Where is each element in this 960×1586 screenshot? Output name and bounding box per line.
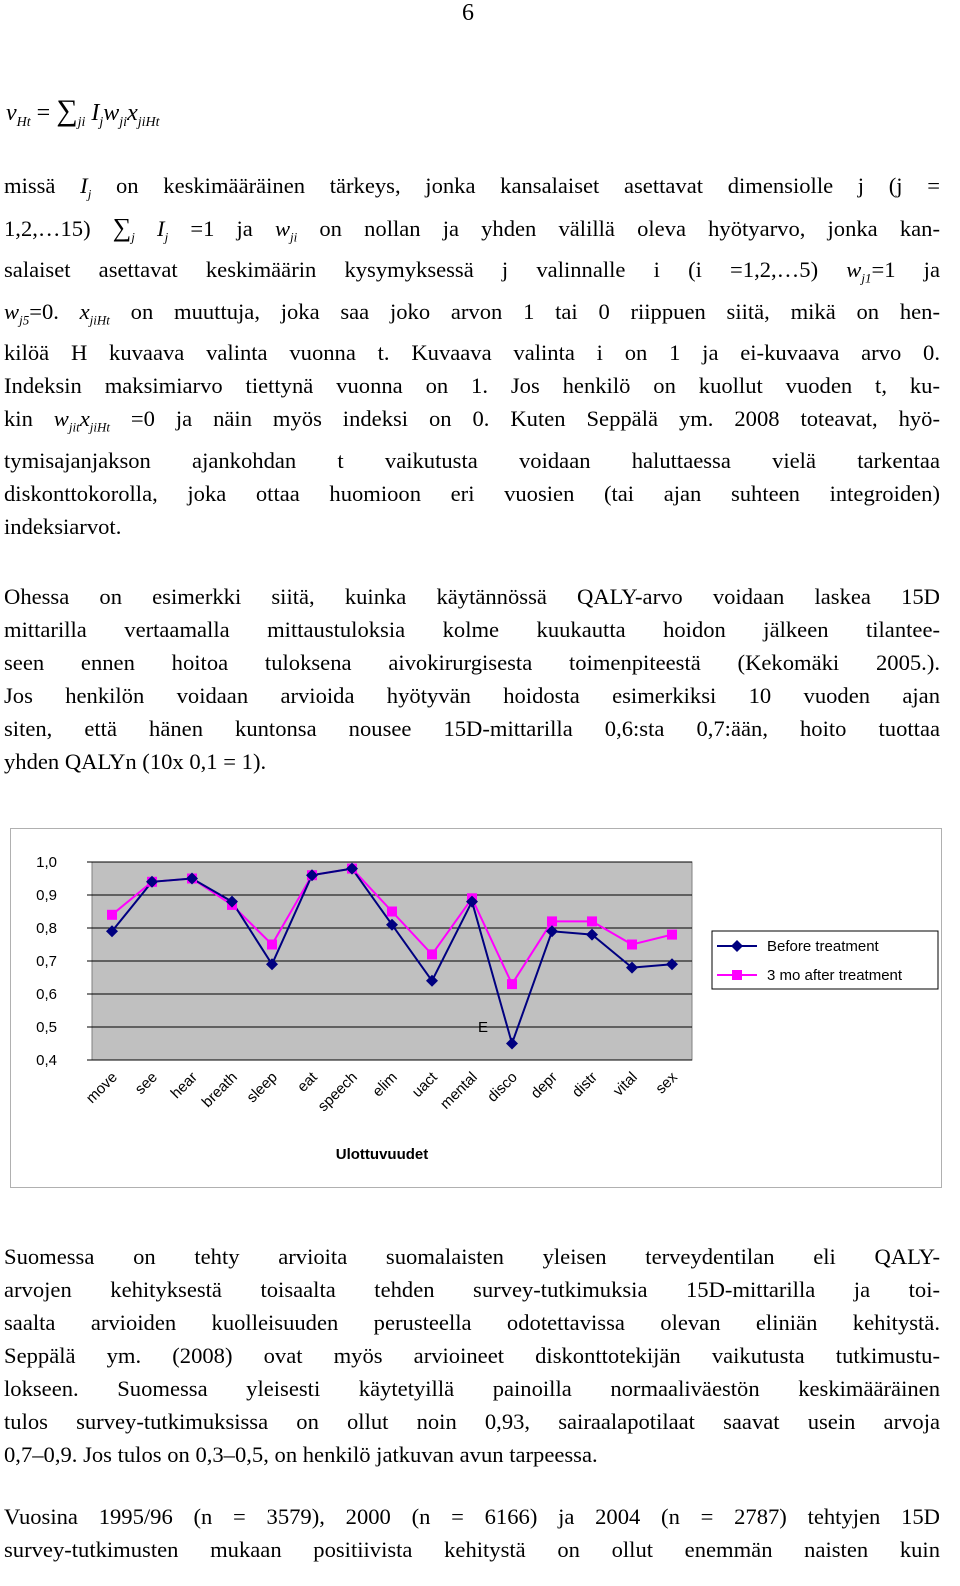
series-point	[667, 930, 677, 940]
formula-term-2: w	[103, 100, 120, 126]
text-line: tulos survey-tutkimuksissa on ollut noin 0,93, sairaalapotilaat saavat usein arvoja	[4, 1409, 940, 1434]
text-line: 1,2,…15) $\sum_j$ $I_j =1$ ja $w_{ji}$ on nollan ja yhden välillä oleva hyötyarvo, jonka kan-	[4, 212, 940, 245]
series-point	[507, 979, 517, 989]
text-line: diskonttokorolla, joka ottaa huomioon eri vuosien (tai ajan suhteen integroiden)	[4, 480, 940, 506]
x-axis-label: Ulottuvuudet	[335, 1146, 429, 1163]
formula-term-1: I	[91, 100, 100, 126]
x-tick-label: disco	[484, 1068, 521, 1106]
text-line: salaiset asettavat keskimäärin kysymyksessä j valinnalle i (i =1,2,…5) $w_{j1}=1$ ja	[4, 257, 940, 286]
paragraph-survey-years	[4, 1500, 940, 1566]
y-tick-label: 0,5	[36, 1019, 57, 1036]
formula-term-2-sub: ji	[119, 114, 128, 130]
text-line: 0,7–0,9. Jos tulos on 0,3–0,5, on henkilö jatkuvan avun tarpeessa.	[4, 1442, 598, 1467]
y-tick-label: 0,4	[36, 1052, 57, 1069]
legend-label: Before treatment	[767, 938, 879, 955]
y-tick-label: 0,6	[36, 986, 57, 1003]
x-tick-label: move	[82, 1068, 121, 1107]
utility-formula	[6, 94, 160, 131]
formula-term-3: x	[127, 100, 138, 126]
text-line: yhden QALYn (10x 0,1 = 1).	[4, 749, 267, 774]
text-line: saalta arvioiden kuolleisuuden perusteella odotettavissa olevan eliniän kehitystä.	[4, 1310, 940, 1335]
series-point	[427, 949, 437, 959]
text-line: lokseen. Suomessa yleisesti käytetyillä painoilla normaaliväestön keskimääräinen	[4, 1376, 940, 1401]
text-line: missä $I_j$ on keskimääräinen tärkeys, jonka kansalaiset asettavat dimensiolle j (j =	[4, 173, 940, 202]
series-point	[627, 940, 637, 950]
text-line: seen ennen hoitoa tuloksena aivokirurgisesta toimenpiteestä (Kekomäki 2005.).	[4, 650, 940, 675]
formula-term-3-sub: jiHt	[137, 114, 160, 130]
x-tick-label: uact	[408, 1068, 441, 1101]
text-line: Ohessa on esimerkki siitä, kuinka käytännössä QALY-arvo voidaan laskea 15D	[4, 584, 940, 609]
x-tick-label: mental	[436, 1068, 481, 1113]
x-tick-label: breath	[198, 1068, 241, 1111]
text-line: $w_{j5}=0$. $x_{jiHt}$ on muuttuja, joka saa joko arvon 1 tai 0 riippuen siitä, mikä on hen-	[4, 298, 940, 328]
text-line: survey-tutkimusten mukaan positiivista kehitystä on ollut enemmän naisten kuin	[4, 1537, 940, 1562]
page-number: 6	[462, 0, 474, 26]
formula-lhs-sub: Ht	[16, 114, 31, 130]
text-line: Suomessa on tehty arvioita suomalaisten yleisen terveydentilan eli QALY-	[4, 1244, 940, 1269]
series-point	[387, 907, 397, 917]
formula-sigma: ∑	[56, 94, 78, 127]
series-point	[107, 910, 117, 920]
x-tick-label: speech	[314, 1068, 361, 1116]
x-tick-label: see	[131, 1068, 161, 1098]
formula-equals: =	[36, 100, 51, 126]
text-line: Vuosina 1995/96 (n = 3579), 2000 (n = 6166) ja 2004 (n = 2787) tehtyjen 15D	[4, 1504, 940, 1529]
x-tick-label: depr	[527, 1068, 561, 1103]
text-line: siten, että hänen kuntonsa nousee 15D-mittarilla 0,6:sta 0,7:ään, hoito tuottaa	[4, 716, 940, 741]
x-tick-label: elim	[369, 1068, 401, 1101]
series-point	[587, 916, 597, 926]
paragraph-finland-estimates	[4, 1240, 940, 1471]
y-tick-label: 1,0	[36, 854, 57, 871]
text-line: kin $w_{jit}x_{jiHt} =0$ ja näin myös indeksi on 0. Kuten Seppälä ym. 2008 toteavat, hyö-	[4, 406, 940, 435]
text-line: mittarilla vertaamalla mittaustuloksia kolme kuukautta hoidon jälkeen tilantee-	[4, 617, 940, 642]
text-line: kilöä H kuvaava valinta vuonna t. Kuvaava valinta i on 1 ja ei-kuvaava arvo 0.	[4, 340, 940, 366]
legend-label: 3 mo after treatment	[767, 967, 903, 984]
series-point	[732, 970, 742, 980]
y-tick-label: 0,9	[36, 887, 57, 904]
series-point	[267, 940, 277, 950]
x-tick-label: sleep	[243, 1068, 281, 1107]
x-tick-label: vital	[609, 1068, 641, 1100]
chart-annotation: E	[477, 1019, 489, 1036]
chart-canvas	[11, 829, 941, 1187]
paragraph-qaly-example	[4, 580, 940, 778]
x-tick-label: eat	[294, 1068, 321, 1096]
x-tick-label: distr	[568, 1068, 601, 1101]
text-line: indeksiarvot.	[4, 513, 122, 539]
formula-sigma-sub: ji	[77, 114, 86, 130]
text-line: Seppälä ym. (2008) ovat myös arvioineet diskonttotekijän vaikutusta tutkimustu-	[4, 1343, 940, 1368]
paragraph-definitions	[4, 169, 940, 543]
chart-15d-profile	[10, 828, 942, 1188]
y-tick-label: 0,8	[36, 920, 57, 937]
text-line: Jos henkilön voidaan arvioida hyötyvän hoidosta esimerkiksi 10 vuoden ajan	[4, 683, 940, 708]
text-line: tymisajanjakson ajankohdan t vaikutusta voidaan haluttaessa vielä tarkentaa	[4, 447, 940, 473]
formula-term-1-sub: j	[99, 114, 104, 130]
text-line: arvojen kehityksestä toisaalta tehden survey-tutkimuksia 15D-mittarilla ja toi-	[4, 1277, 940, 1302]
y-tick-label: 0,7	[36, 953, 57, 970]
formula-lhs: v	[6, 100, 17, 126]
series-point	[547, 916, 557, 926]
text-line: Indeksin maksimiarvo tiettynä vuonna on 1. Jos henkilö on kuollut vuoden t, ku-	[4, 373, 940, 399]
x-tick-label: hear	[167, 1068, 201, 1103]
x-tick-label: sex	[652, 1068, 681, 1098]
